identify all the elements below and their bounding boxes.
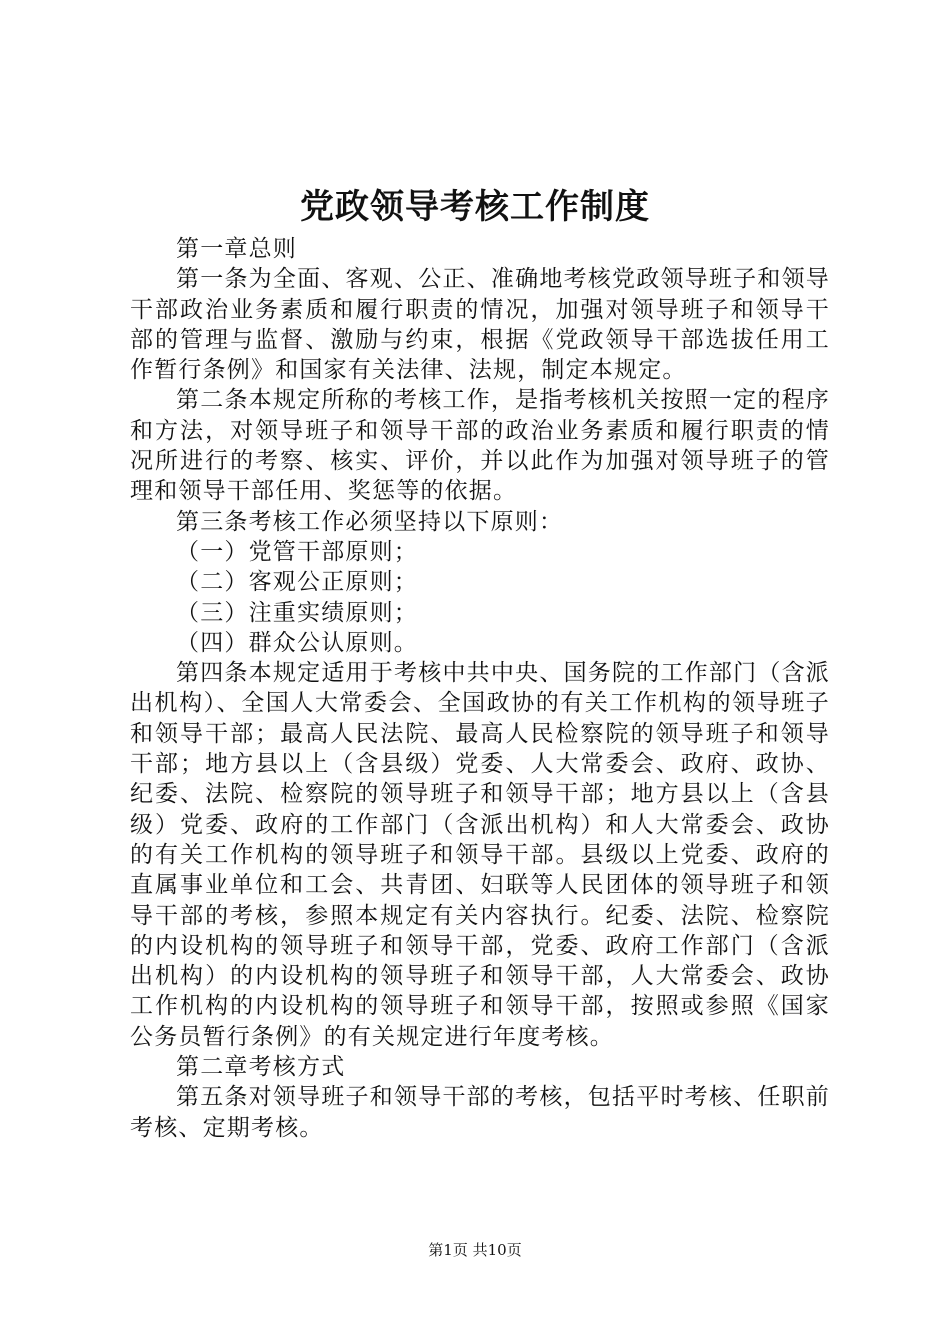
article-3: 第三条考核工作必须坚持以下原则：	[176, 508, 564, 535]
principle-1: （一）党管干部原则；	[176, 538, 418, 565]
page-number: 第1页 共10页	[428, 1241, 522, 1259]
article-4: 第四条本规定适用于考核中共中央、国务院的工作部门（含派出机构）、全国人大常委会、全国政协的有关工作机构的领导班子和领导干部；最高人民法院、最高人民检察院的领导班子和领导干部；地方县以上（含县级）党委、人大常委会、政府、政协、纪委、法院、检察院的领导班子和领导干部；地方县以上（含县级）党委、政府的工作部门（含派出机构）和人大常委会、政协的有关工作机构的领导班子和领导干部。县级以上党委、政府的直属事业单位和工会、共青团、妇联等人民团体的领导班子和领导干部的考核，参照本规定有关内容执行。纪委、法院、检察院的内设机构的领导班子和领导干部，党委、政府工作部门（含派出机构）的内设机构的领导班子和领导干部，人大常委会、政协工作机构的内设机构的领导班子和领导干部，按照或参照《国家公务员暂行条例》的有关规定进行年度考核。	[130, 660, 830, 1050]
article-2: 第二条本规定所称的考核工作，是指考核机关按照一定的程序和方法，对领导班子和领导干部的政治业务素质和履行职责的情况所进行的考察、核实、评价，并以此作为加强对领导班子的管理和领导干部任用、奖惩等的依据。	[130, 387, 830, 505]
article-1: 第一条为全面、客观、公正、准确地考核党政领导班子和领导干部政治业务素质和履行职责的情况，加强对领导班子和领导干部的管理与监督、激励与约束，根据《党政领导干部选拔任用工作暂行条例》和国家有关法律、法规，制定本规定。	[130, 266, 830, 384]
principle-4: （四）群众公认原则。	[176, 629, 418, 656]
principle-3: （三）注重实绩原则；	[176, 599, 418, 626]
chapter-heading-2: 第二章考核方式	[176, 1054, 346, 1081]
principle-2: （二）客观公正原则；	[176, 569, 418, 596]
chapter-heading-1: 第一章总则	[176, 236, 297, 262]
article-5: 第五条对领导班子和领导干部的考核，包括平时考核、任职前考核、定期考核。	[130, 1084, 830, 1141]
document-title: 党政领导考核工作制度	[300, 187, 650, 227]
document-body	[130, 234, 830, 1143]
